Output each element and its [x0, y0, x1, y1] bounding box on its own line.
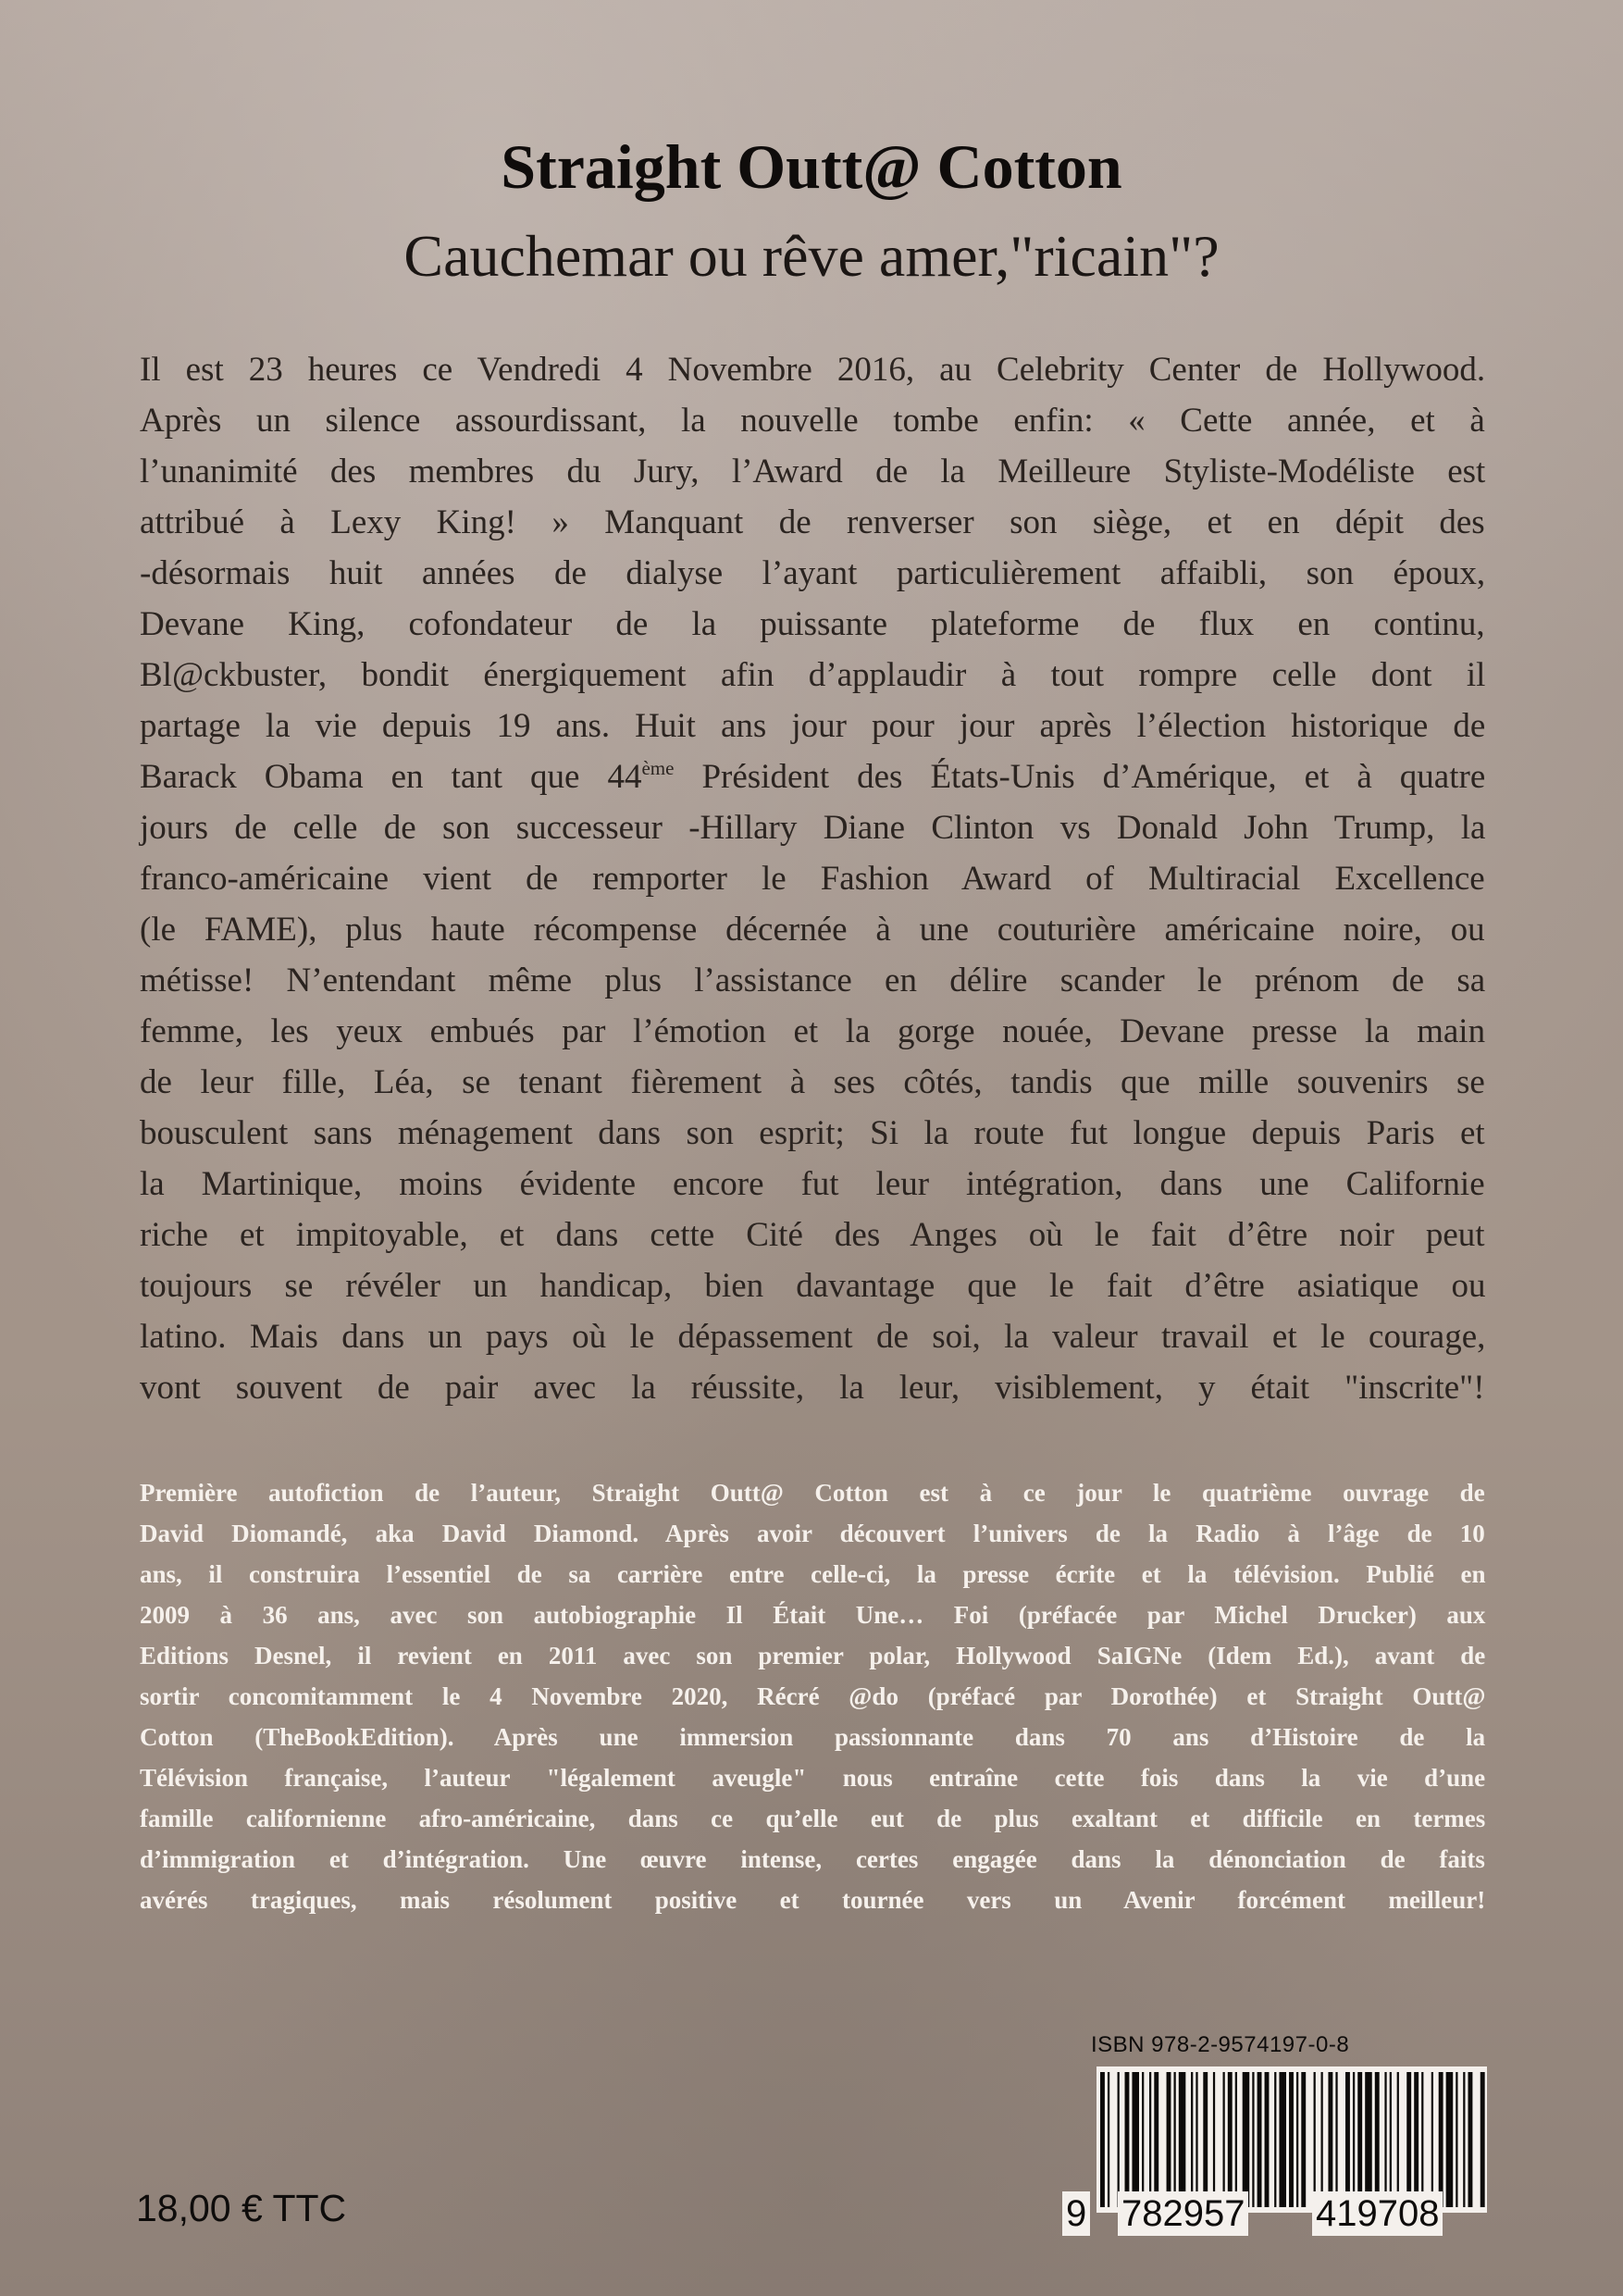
barcode-bar [1439, 2072, 1443, 2207]
barcode-bar [1421, 2072, 1423, 2207]
synopsis-line: Devane King, cofondateur de la puissante plateforme de flux en continu, [140, 605, 1485, 643]
synopsis-line: l’unanimité des membres du Jury, l’Award de la Meilleure Styliste-Modéliste est [140, 453, 1486, 490]
barcode-bar [1353, 2072, 1355, 2207]
barcode-bar [1174, 2072, 1176, 2207]
author-bio-line: Editions Desnel, il revient en 2011 avec son premier polar, Hollywood SaIGNe (Idem Ed.), avant de [140, 1642, 1486, 1669]
barcode-bar [1167, 2072, 1171, 2207]
barcode-bar [1252, 2072, 1254, 2207]
barcode-bar [1228, 2072, 1233, 2207]
author-bio-line: 2009 à 36 ans, avec son autobiographie Il Était Une… Foi (préfacée par Michel Drucker) aux [140, 1601, 1486, 1629]
synopsis-line-part: Président des États-Unis d’Amérique, et à quatre [674, 758, 1486, 796]
synopsis-line: Après un silence assourdissant, la nouvelle tombe enfin: « Cette année, et à [140, 402, 1485, 440]
synopsis-line: latino. Mais dans un pays où le dépassement de soi, la valeur travail et le courage, [140, 1318, 1486, 1356]
synopsis-line: toujours se révéler un handicap, bien davantage que le fait d’être asiatique ou [140, 1267, 1486, 1305]
barcode-bar [1235, 2072, 1237, 2207]
barcode-bar [1481, 2072, 1485, 2207]
author-bio [140, 1472, 1485, 1920]
barcode-bar [1213, 2072, 1215, 2207]
synopsis-line: métisse! N’entendant même plus l’assistance en délire scander le prénom de sa [140, 962, 1486, 999]
barcode-bar [1108, 2072, 1109, 2207]
barcode-bar [1397, 2072, 1399, 2207]
author-bio-line: Cotton (TheBookEdition). Après une immersion passionnante dans 70 ans d’Histoire de la [140, 1723, 1486, 1751]
author-bio-line: David Diomandé, aka David Diamond. Après avoir découvert l’univers de la Radio à l’âge de 10 [140, 1520, 1485, 1547]
barcode-bar [1196, 2072, 1197, 2207]
synopsis-line: vont souvent de pair avec la réussite, la leur, visiblement, y était "inscrite"! [140, 1369, 1485, 1407]
barcode-bar [1258, 2072, 1262, 2207]
barcode-digit-group-left: 782957 [1118, 2191, 1248, 2236]
barcode-bar [1203, 2072, 1208, 2207]
synopsis-line: Bl@ckbuster, bondit énergiquement afin d’applaudir à tout rompre celle dont il [140, 656, 1486, 694]
synopsis-line: (le FAME), plus haute récompense décernée à une couturière américaine noire, ou [140, 911, 1485, 949]
synopsis-line: riche et impitoyable, et dans cette Cité des Anges où le fait d’être noir peut [140, 1216, 1485, 1254]
barcode-bar [1468, 2072, 1473, 2207]
author-bio-line: d’immigration et d’intégration. Une œuvre intense, certes engagée dans la dénonciation de faits [140, 1845, 1485, 1873]
synopsis-line-part: Barack Obama en tant que 44 [140, 758, 642, 796]
barcode-bar [1431, 2072, 1433, 2207]
barcode-bar [1345, 2072, 1350, 2207]
barcode-bar [1289, 2072, 1294, 2207]
barcode-bar [1265, 2072, 1270, 2207]
author-bio-line: Télévision française, l’auteur "légalement aveugle" nous entraîne cette fois dans la vie d’une [140, 1764, 1486, 1792]
barcode-bar [1335, 2072, 1337, 2207]
barcode-bar [1149, 2072, 1151, 2207]
barcode-bar [1179, 2072, 1186, 2207]
synopsis-line [140, 751, 1485, 802]
barcode-bar [1132, 2072, 1139, 2207]
barcode-bar [1375, 2072, 1380, 2207]
barcode-bar [1456, 2072, 1457, 2207]
barcode-bar [1142, 2072, 1144, 2207]
synopsis-line: la Martinique, moins évidente encore fut leur intégration, dans une Californie [140, 1165, 1485, 1203]
synopsis-line: bousculent sans ménagement dans son esprit; Si la route fut longue depuis Paris et [140, 1114, 1485, 1152]
synopsis-line: de leur fille, Léa, se tenant fièrement à ses côtés, tandis que mille souvenirs se [140, 1063, 1485, 1101]
synopsis-line: jours de celle de son successeur -Hillary Diane Clinton vs Donald John Trump, la [140, 809, 1486, 847]
barcode-bar [1301, 2072, 1306, 2207]
barcode-bar [1279, 2072, 1286, 2207]
barcode-bar [1118, 2072, 1120, 2207]
synopsis-line: partage la vie depuis 19 ans. Huit ans jour pour jour après l’élection historique de [140, 707, 1486, 745]
synopsis [140, 344, 1485, 1413]
barcode-bar [1446, 2072, 1454, 2207]
barcode-bar [1223, 2072, 1225, 2207]
barcode-digit-prefix: 9 [1062, 2191, 1090, 2236]
author-bio-line: sortir concomitamment le 4 Novembre 2020, Récré @do (préfacé par Dorothée) et Straight Outt@ [140, 1682, 1486, 1710]
synopsis-line: -désormais huit années de dialyse l’ayant particulièrement affaibli, son époux, [140, 554, 1486, 592]
price-label: 18,00 € TTC [136, 2187, 347, 2229]
isbn-label: ISBN 978-2-9574197-0-8 [1091, 2032, 1350, 2057]
barcode-digits [1062, 2191, 1488, 2238]
barcode-bar [1406, 2072, 1411, 2207]
book-subtitle: Cauchemar ou rêve amer,"ricain"? [403, 223, 1220, 289]
barcode-bar [1100, 2072, 1105, 2207]
synopsis-line: femme, les yeux embués par l’émotion et la gorge nouée, Devane presse la main [140, 1012, 1486, 1050]
barcode-bar [1463, 2072, 1465, 2207]
synopsis-line: Il est 23 heures ce Vendredi 4 Novembre 2016, au Celebrity Center de Hollywood. [140, 351, 1486, 389]
barcode-bar [1274, 2072, 1276, 2207]
ordinal-superscript: ème [641, 757, 675, 779]
barcode-bar [1357, 2072, 1362, 2207]
barcode-bar [1191, 2072, 1193, 2207]
barcode-bar [1314, 2072, 1316, 2207]
barcode-bar [1296, 2072, 1298, 2207]
author-bio-line: Première autofiction de l’auteur, Straight Outt@ Cotton est à ce jour le quatrième ouvrage de [140, 1479, 1485, 1507]
barcode-digit-group-right: 419708 [1312, 2191, 1443, 2236]
barcode-bar [1414, 2072, 1419, 2207]
author-bio-line: ans, il construira l’essentiel de sa carrière entre celle-ci, la presse écrite et la télévision. Publié en [140, 1560, 1486, 1588]
author-bio-line: famille californienne afro-américaine, dans ce qu’elle eut de plus exaltant et difficile en termes [140, 1805, 1486, 1832]
barcode-bar [1384, 2072, 1386, 2207]
synopsis-line: franco-américaine vient de remporter le Fashion Award of Multiracial Excellence [140, 860, 1485, 898]
barcode-bar [1321, 2072, 1323, 2207]
barcode-bar [1154, 2072, 1158, 2207]
barcode-bar [1365, 2072, 1372, 2207]
barcode-bar [1328, 2072, 1332, 2207]
barcode-bar [1390, 2072, 1392, 2207]
synopsis-line: attribué à Lexy King! » Manquant de renverser son siège, et en dépit des [140, 503, 1485, 541]
barcode-bar [1125, 2072, 1130, 2207]
book-title: Straight Outt@ Cotton [501, 131, 1122, 202]
author-bio-line: avérés tragiques, mais résolument positive et tournée vers un Avenir forcément meilleur! [140, 1886, 1486, 1914]
barcode-bar [1243, 2072, 1250, 2207]
